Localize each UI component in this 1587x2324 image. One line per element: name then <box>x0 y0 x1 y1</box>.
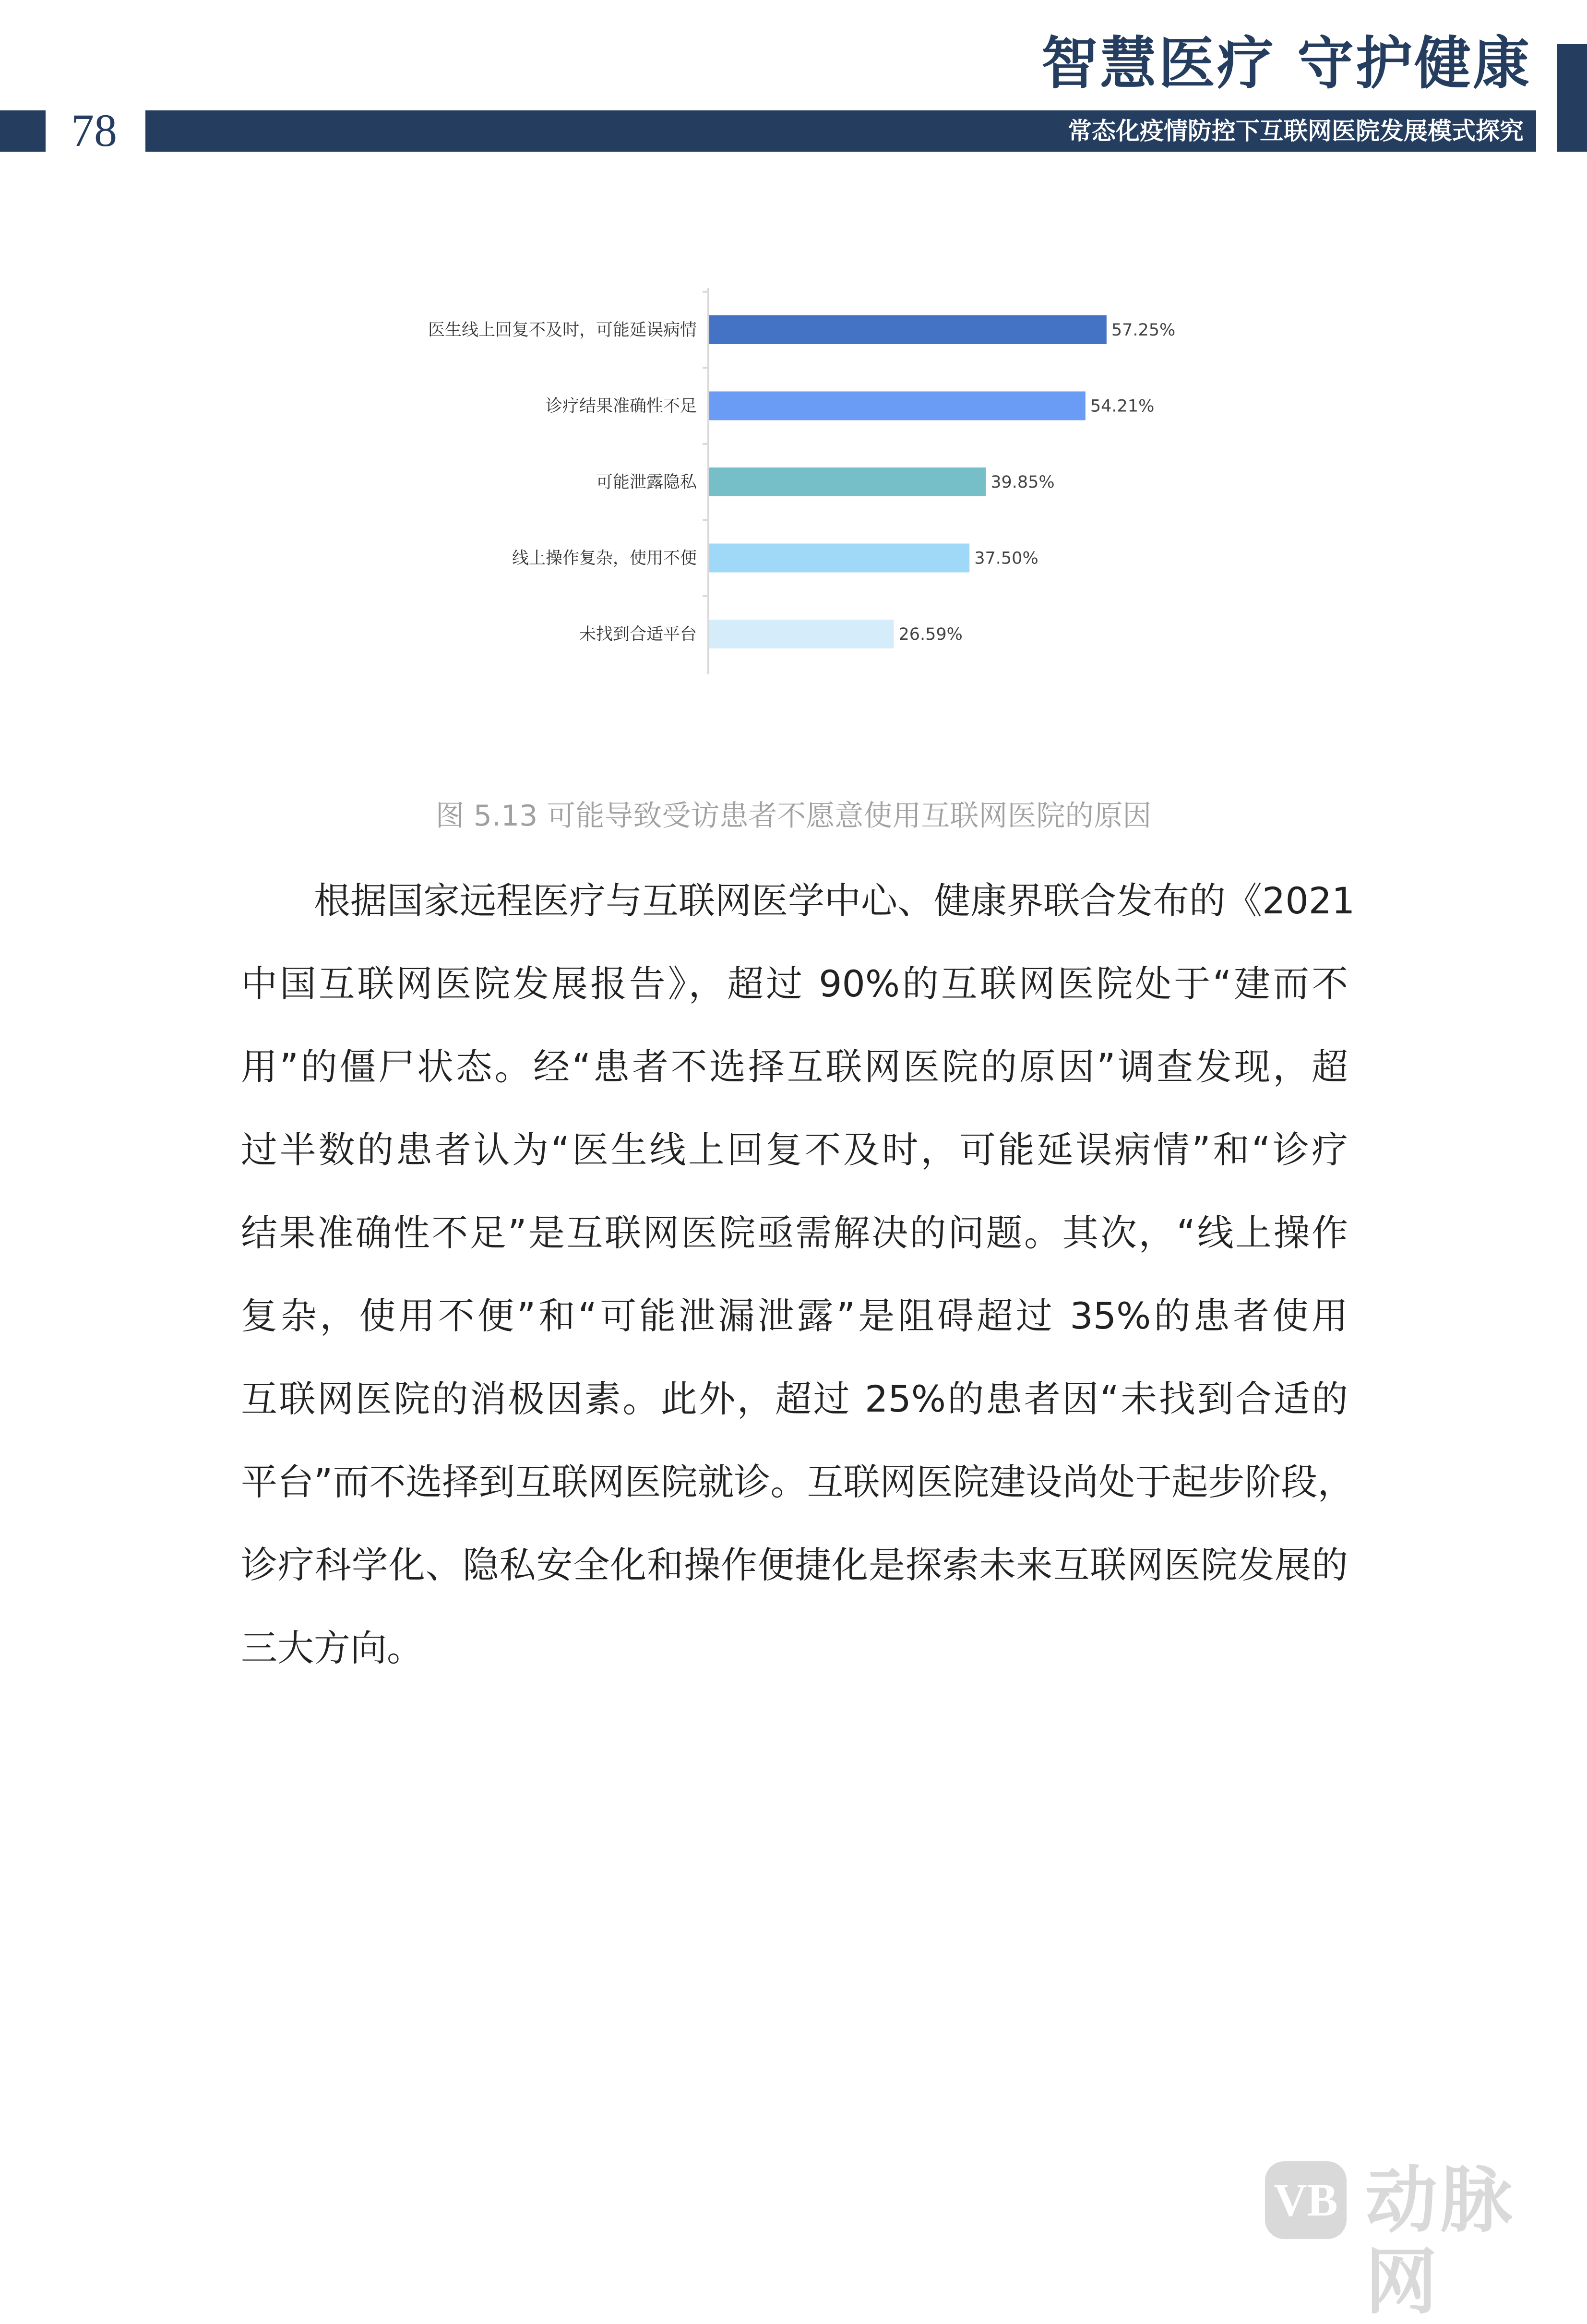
data-label: 57.25% <box>1111 321 1176 340</box>
figure-caption: 图 5.13 可能导致受访患者不愿意使用互联网医院的原因 <box>435 799 1152 833</box>
category-label: 线上操作复杂，使用不便 <box>512 549 697 568</box>
bar <box>709 467 986 496</box>
body-line: 平台”而不选择到互联网医院就诊。互联网医院建设尚处于起步阶段， <box>241 1461 1354 1503</box>
header-band <box>145 110 1536 152</box>
body-paragraph <box>241 859 1355 1689</box>
data-label: 26.59% <box>898 625 963 644</box>
header-subtitle: 常态化疫情防控下互联网医院发展模式探究 <box>1068 117 1524 145</box>
body-line: 复杂，使用不便”和“可能泄漏泄露”是阻碍超过 35%的患者使用 <box>241 1294 1348 1337</box>
watermark-text: 动脉网 <box>1365 2159 1515 2324</box>
bar <box>709 620 894 648</box>
header-title: 智慧医疗 守护健康 <box>1041 30 1531 96</box>
header-right-bar <box>1557 44 1587 152</box>
watermark-logo-text: VB <box>1274 2174 1338 2226</box>
body-line: 诊疗科学化、隐私安全化和操作便捷化是探索未来互联网医院发展的 <box>241 1544 1348 1586</box>
header-left-block <box>0 110 46 152</box>
bar <box>709 544 969 573</box>
body-line: 过半数的患者认为“医生线上回复不及时，可能延误病情”和“诊疗 <box>241 1128 1348 1171</box>
page-number: 78 <box>71 105 117 156</box>
watermark-logo <box>1265 2161 1347 2239</box>
body-line: 中国互联网医院发展报告》，超过 90%的互联网医院处于“建而不 <box>241 962 1348 1005</box>
data-label: 39.85% <box>990 473 1055 492</box>
body-line: 结果准确性不足”是互联网医院亟需解决的问题。其次，“线上操作 <box>241 1211 1348 1254</box>
body-line: 互联网医院的消极因素。此外，超过 25%的患者因“未找到合适的 <box>241 1378 1348 1420</box>
category-label: 医生线上回复不及时，可能延误病情 <box>428 321 697 340</box>
bar <box>709 315 1107 344</box>
category-label: 诊疗结果准确性不足 <box>545 396 697 416</box>
bar <box>709 392 1086 420</box>
category-label: 未找到合适平台 <box>579 625 697 644</box>
body-line: 用”的僵尸状态。经“患者不选择互联网医院的原因”调查发现，超 <box>241 1045 1348 1088</box>
data-label: 37.50% <box>974 549 1038 568</box>
category-label: 可能泄露隐私 <box>596 473 697 492</box>
bar-chart <box>0 269 1587 701</box>
body-line: 根据国家远程医疗与互联网医学中心、健康界联合发布的《2021 <box>314 879 1355 922</box>
data-label: 54.21% <box>1090 396 1155 416</box>
body-line: 三大方向。 <box>241 1627 423 1669</box>
